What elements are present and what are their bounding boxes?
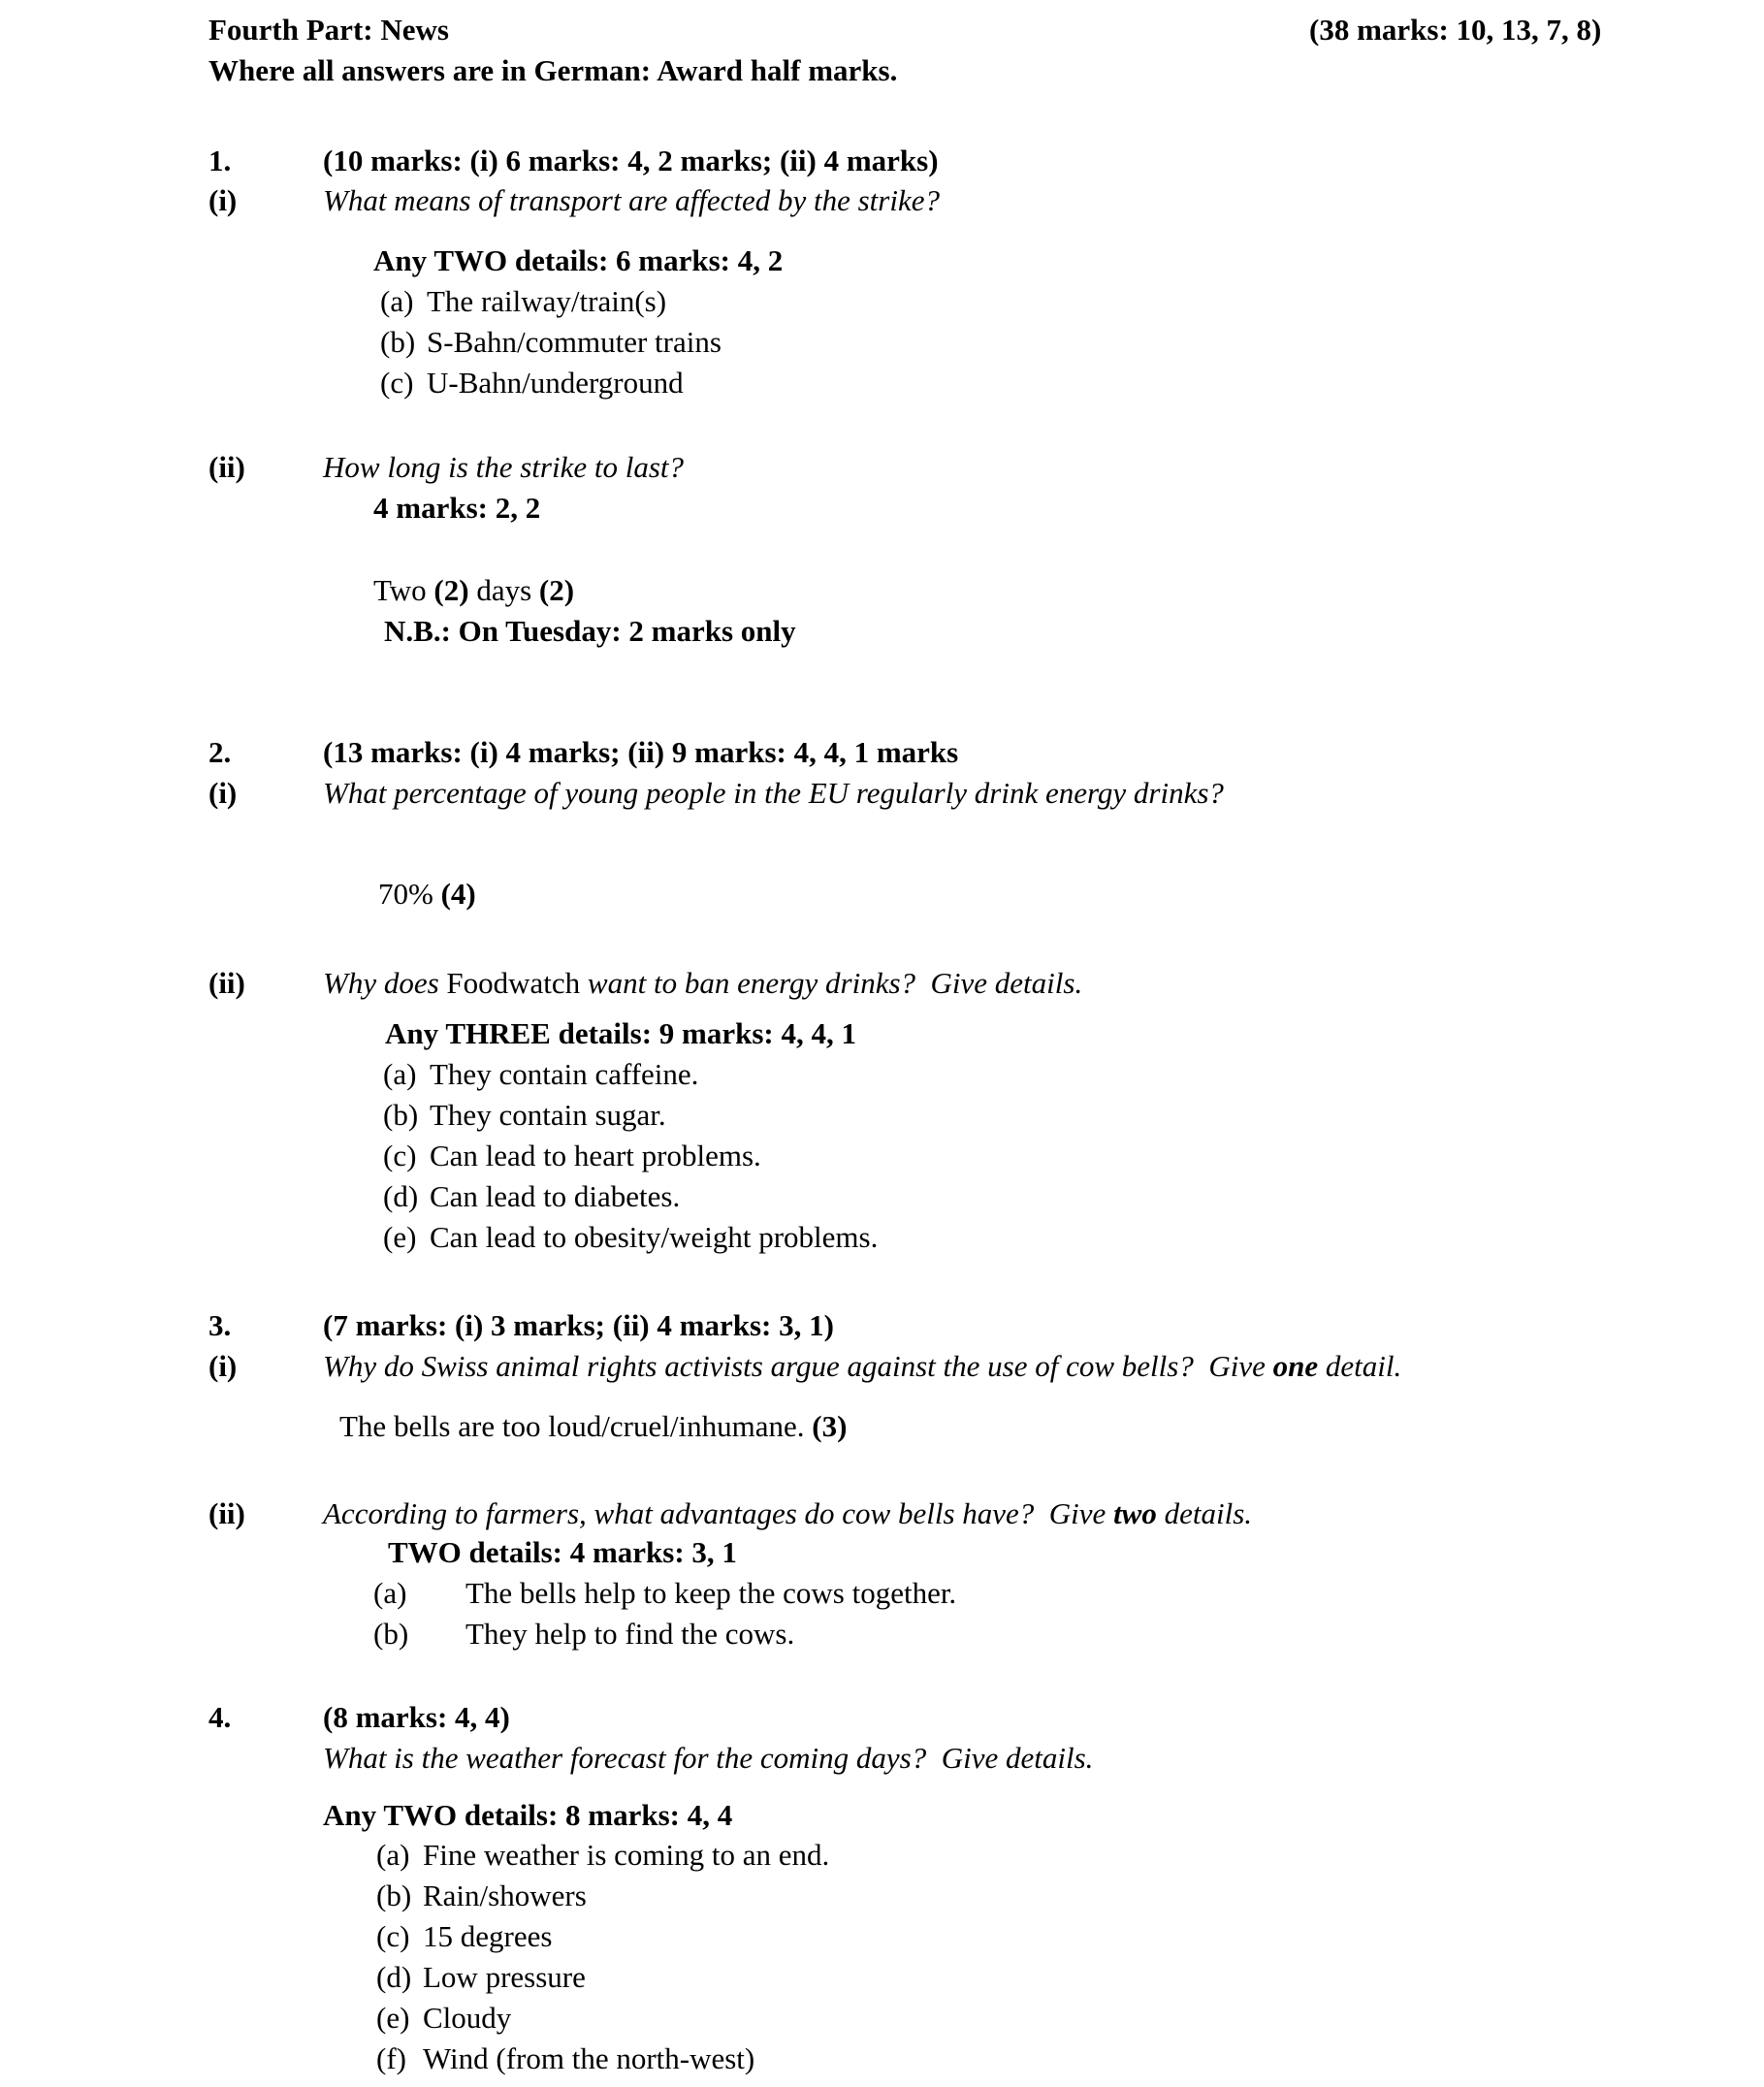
total-marks: (38 marks: 10, 13, 7, 8) (1309, 13, 1602, 47)
item-label: (b) (383, 1098, 419, 1132)
item-text: The railway/train(s) (427, 284, 667, 318)
q3-ii-answer-header: TWO details: 4 marks: 3, 1 (388, 1535, 737, 1569)
q4-number: 4. (208, 1700, 232, 1734)
item-label: (a) (383, 1057, 417, 1091)
item-text: 15 degrees (423, 1919, 553, 1953)
item-text: Can lead to heart problems. (430, 1139, 761, 1172)
q3-i-question: Why do Swiss animal rights activists argue against the use of cow bells? Give one detail. (323, 1349, 1402, 1383)
q1-i-question: What means of transport are affected by the strike? (323, 183, 940, 217)
item-label: (f) (376, 2041, 406, 2075)
q3-ii-item-a (373, 1575, 956, 1613)
item-text: Wind (from the north-west) (423, 2041, 755, 2075)
item-text: Cloudy (423, 2001, 512, 2035)
item-label: (b) (373, 1617, 409, 1651)
q1-i-item-b (380, 324, 722, 362)
q1-marks: (10 marks: (i) 6 marks: 4, 2 marks; (ii) 4 marks) (323, 144, 939, 177)
item-label: (d) (383, 1179, 419, 1213)
item-text: They contain sugar. (430, 1098, 666, 1132)
item-text: S-Bahn/commuter trains (427, 325, 722, 359)
item-text: They help to find the cows. (465, 1617, 795, 1651)
item-text: Can lead to diabetes. (430, 1179, 681, 1213)
q2-i-question: What percentage of young people in the EU regularly drink energy drinks? (323, 776, 1224, 810)
q4-marks: (8 marks: 4, 4) (323, 1700, 510, 1734)
q1-ii-answer: Two (2) days (2) (373, 573, 575, 607)
q1-i-answer-header: Any TWO details: 6 marks: 4, 2 (373, 243, 784, 277)
q1-ii-note: N.B.: On Tuesday: 2 marks only (384, 614, 796, 648)
q3-number: 3. (208, 1308, 232, 1342)
item-label: (c) (380, 366, 414, 400)
item-label: (d) (376, 1960, 412, 1994)
q1-ii-answer-header: 4 marks: 2, 2 (373, 491, 541, 525)
q2-i-label: (i) (208, 776, 238, 810)
q4-answer-header: Any TWO details: 8 marks: 4, 4 (323, 1798, 733, 1832)
q3-i-answer: The bells are too loud/cruel/inhumane. (3) (339, 1409, 848, 1443)
q2-ii-label: (ii) (208, 966, 245, 1000)
q2-ii-answer-header: Any THREE details: 9 marks: 4, 4, 1 (385, 1016, 856, 1050)
q3-i-label: (i) (208, 1349, 238, 1383)
item-text: The bells help to keep the cows together. (465, 1576, 957, 1610)
q3-ii-item-b (373, 1616, 794, 1654)
item-text: Can lead to obesity/weight problems. (430, 1220, 879, 1254)
item-text: Low pressure (423, 1960, 586, 1994)
item-text: U-Bahn/underground (427, 366, 684, 400)
q1-ii-question: How long is the strike to last? (323, 450, 684, 484)
item-label: (b) (376, 1878, 412, 1912)
q4-item-b (376, 1878, 587, 1915)
q2-ii-item-a (383, 1056, 698, 1094)
q3-marks: (7 marks: (i) 3 marks; (ii) 4 marks: 3, 1) (323, 1308, 834, 1342)
q1-i-item-c (380, 365, 684, 402)
item-label: (e) (383, 1220, 417, 1254)
item-text: Rain/showers (423, 1878, 587, 1912)
item-label: (a) (373, 1576, 407, 1610)
q1-number: 1. (208, 144, 232, 177)
item-label: (a) (380, 284, 414, 318)
q4-item-c (376, 1918, 552, 1956)
item-label: (c) (383, 1139, 417, 1172)
instruction: Where all answers are in German: Award half marks. (208, 53, 898, 87)
q1-i-label: (i) (208, 183, 238, 217)
q2-number: 2. (208, 735, 232, 769)
q4-item-f (376, 2040, 754, 2078)
q2-ii-item-e (383, 1219, 878, 1257)
q4-item-a (376, 1837, 829, 1875)
q2-marks: (13 marks: (i) 4 marks; (ii) 9 marks: 4, 4, 1 marks (323, 735, 959, 769)
section-title: Fourth Part: News (208, 13, 449, 47)
q2-ii-item-b (383, 1097, 666, 1135)
item-text: They contain caffeine. (430, 1057, 699, 1091)
item-label: (b) (380, 325, 416, 359)
q3-ii-question: According to farmers, what advantages do cow bells have? Give two details. (323, 1496, 1253, 1530)
item-label: (c) (376, 1919, 410, 1953)
item-text: Fine weather is coming to an end. (423, 1838, 830, 1872)
q4-question: What is the weather forecast for the coming days? Give details. (323, 1741, 1094, 1775)
item-label: (e) (376, 2001, 410, 2035)
q2-ii-item-d (383, 1178, 680, 1216)
q1-i-item-a (380, 283, 666, 321)
q4-item-e (376, 2000, 511, 2038)
q2-ii-question: Why does Foodwatch want to ban energy drinks? Give details. (323, 966, 1083, 1000)
q3-ii-label: (ii) (208, 1496, 245, 1530)
q4-item-d (376, 1959, 586, 1997)
item-label: (a) (376, 1838, 410, 1872)
q1-ii-label: (ii) (208, 450, 245, 484)
q2-i-answer: 70% (4) (378, 877, 476, 911)
q2-ii-item-c (383, 1138, 761, 1175)
